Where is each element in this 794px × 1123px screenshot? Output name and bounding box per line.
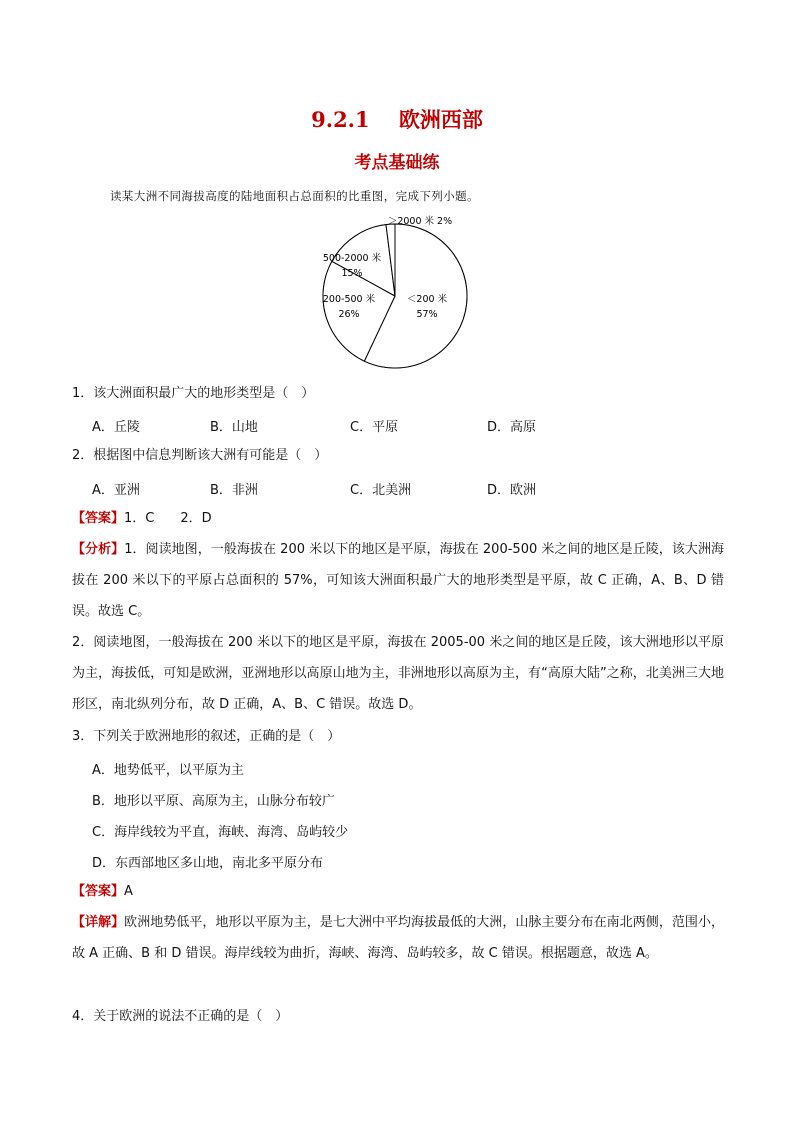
- detail-text: 欧洲地势低平，地形以平原为主，是七大洲中平均海拔最低的大洲，山脉主要分布在南北两侧，范围小，故 A 正确、B 和 D 错误。海岸线较为曲折，海峡、海湾、岛屿较多，故 C 错误。根据题意，故选 A。: [72, 915, 724, 961]
- analysis-paragraph-2: 2．阅读地图，一般海拔在 200 米以下的地区是平原，海拔在 2005-00 米之间的地区是丘陵，该大洲地形以平原为主，海拔低，可知是欧洲，亚洲地形以高原山地为主，非洲地形以高原为主，有“高原大陆”之称，北美洲三大地形区，南北纵列分布，故 D 正确，A、B、C 错误。故选 D。: [72, 635, 724, 712]
- q1-option-a: A．丘陵: [92, 420, 140, 435]
- answer-1-2: [72, 510, 212, 528]
- question-3-stem: 3．下列关于欧洲地形的叙述，正确的是（ ）: [72, 729, 341, 744]
- pie-slice-percent: 57%: [416, 309, 438, 320]
- page-subtitle: 考点基础练: [354, 153, 440, 173]
- q3-option-b: B．地形以平原、高原为主，山脉分布较广: [92, 794, 335, 809]
- q3-option-c: C．海岸线较为平直，海峡、海湾、岛屿较少: [92, 825, 349, 840]
- pie-slice-percent: 15%: [341, 268, 363, 279]
- intro-text: 读某大洲不同海拔高度的陆地面积占总面积的比重图，完成下列小题。: [110, 189, 479, 203]
- q2-option-b: B．非洲: [210, 483, 258, 498]
- question-2-stem: 2．根据图中信息判断该大洲有可能是（ ）: [72, 448, 328, 463]
- detail-tag: 【详解】: [72, 915, 125, 930]
- q1-option-b: B．山地: [210, 420, 258, 435]
- page-title: 9.2.1 欧洲西部: [311, 107, 483, 132]
- pie-slice-percent: 26%: [338, 309, 360, 320]
- analysis-paragraph-1: [72, 534, 724, 627]
- answer-3: [72, 883, 133, 901]
- analysis-tag: 【分析】: [72, 542, 125, 557]
- elevation-pie-chart: [310, 210, 480, 370]
- answer-text: 1．C 2．D: [124, 511, 212, 526]
- q3-option-a: A．地势低平，以平原为主: [92, 763, 244, 778]
- q2-option-d: D．欧洲: [487, 483, 537, 498]
- q2-option-a: A．亚洲: [92, 483, 140, 498]
- q3-option-d: D．东西部地区多山地，南北多平原分布: [92, 856, 324, 871]
- pie-slice-name: ＜200 米: [406, 294, 448, 305]
- pie-slice-name: 500-2000 米: [322, 253, 382, 264]
- pie-slice-name: 200-500 米: [322, 294, 376, 305]
- answer-3-tag: 【答案】: [72, 884, 125, 899]
- pie-slice-label: ＞2000 米 2%: [387, 216, 453, 227]
- detail-paragraph: [72, 907, 724, 969]
- q1-option-d: D．高原: [487, 420, 537, 435]
- q2-option-c: C．北美洲: [350, 483, 412, 498]
- question-1-stem: 1．该大洲面积最广大的地形类型是（ ）: [72, 386, 315, 401]
- question-4-stem: 4．关于欧洲的说法不正确的是（ ）: [72, 1009, 289, 1024]
- answer-3-text: A: [124, 884, 133, 899]
- analysis-text-1: 1．阅读地图，一般海拔在 200 米以下的地区是平原，海拔在 200-500 米之间的地区是丘陵，该大洲海拔在 200 米以下的平原占总面积的 57%，可知该大洲面积最广大的地形类型是平原，故 C 正确，A、B、D 错误。故选 C。: [72, 542, 724, 619]
- answer-tag: 【答案】: [72, 511, 125, 526]
- q1-option-c: C．平原: [350, 420, 399, 435]
